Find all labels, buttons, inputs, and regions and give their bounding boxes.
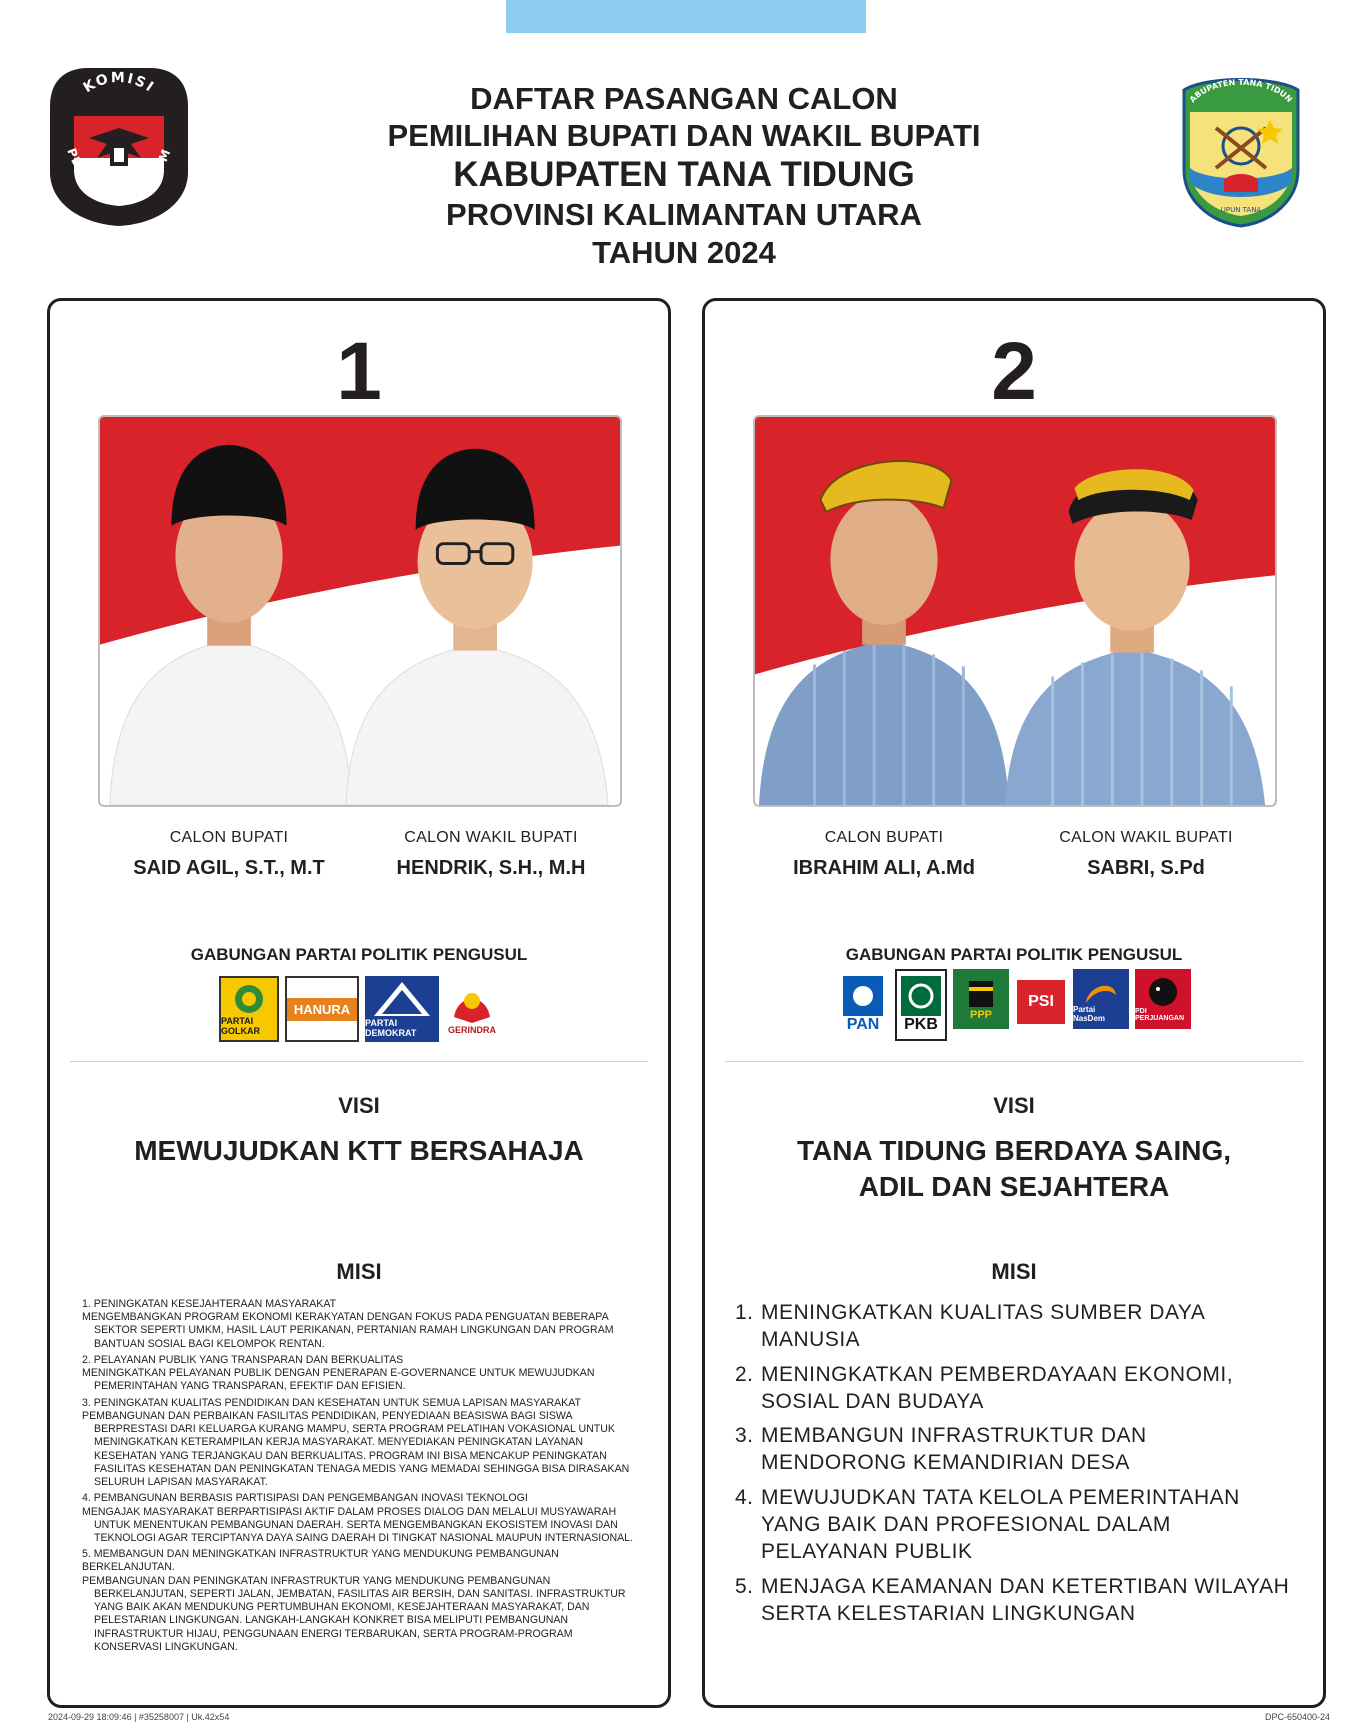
party-pkb-logo: PKB xyxy=(895,969,947,1041)
misi-item-title: 5. MEMBANGUN DAN MENINGKATKAN INFRASTRUKTUR YANG MENDUKUNG PEMBANGUNAN BERKELANJUTAN. xyxy=(82,1548,559,1574)
bupati-block xyxy=(753,829,1015,880)
misi-item: 4. MEWUJUDKAN TATA KELOLA PEMERINTAHAN YANG BAIK DAN PROFESIONAL DALAM PELAYANAN PUBLIK xyxy=(735,1485,1240,1564)
party-pan-logo: PAN xyxy=(837,969,889,1041)
bupati-role: CALON BUPATI xyxy=(824,829,944,846)
misi-item-title: 1. PENINGKATAN KESEJAHTERAAN MASYARAKAT xyxy=(82,1298,337,1310)
misi-item-desc: PEMBANGUNAN DAN PENINGKATAN INFRASTRUKTUR YANG MENDUKUNG PEMBANGUNAN BERKELANJUTAN, SEPERTI JALAN, JEMBATAN, FASILITAS AIR BERSIH, DAN SANITASI. INFRASTRUKTUR YANG BAIK AKAN MENDUKUNG PERTUMBUHAN EKONOMI, KESEJAHTERAAN MASYARAKAT, DAN PELESTARIAN LINGKUNGAN. LANGKAH-LANGKAH KONKRET BISA MELIPUTI PEMBANGUNAN INFRASTRUKTUR HIJAU, PENGGUNAAN ENERGI TERBARUKAN, SERTA PROGRAM-PROGRAM KONSERVASI LINGKUNGAN. xyxy=(82,1574,626,1653)
tana-tidung-logo xyxy=(1176,72,1306,230)
bupati-role: CALON BUPATI xyxy=(169,829,289,846)
section-divider xyxy=(725,1061,1303,1062)
visi-text-line: ADIL DAN SEJAHTERA xyxy=(858,1171,1170,1203)
party-nasdem-logo: Partai NasDem xyxy=(1073,969,1129,1029)
tana-tidung-logo-motto: UPUN TANA xyxy=(1220,206,1262,214)
party-psi-logo: PSI xyxy=(1015,969,1067,1035)
misi-heading: MISI xyxy=(336,1259,382,1284)
header-election: PEMILIHAN BUPATI DAN WAKIL BUPATI xyxy=(387,118,981,154)
document-code: DPC-650400-24 xyxy=(1264,1712,1330,1722)
wakil-bupati-name: SABRI, S.Pd xyxy=(1087,857,1205,879)
bupati-block xyxy=(98,829,360,880)
misi-item: 1. MENINGKATKAN KUALITAS SUMBER DAYA MANUSIA xyxy=(735,1301,1205,1352)
party-golkar-logo: PARTAI GOLKAR xyxy=(219,976,279,1042)
header-title: DAFTAR PASANGAN CALON xyxy=(470,81,898,116)
misi-item-desc: MENINGKATKAN PELAYANAN PUBLIK DENGAN PENERAPAN E-GOVERNANCE UNTUK MEWUJUDKAN PEMERINTAHAN YANG TRANSPARAN, EFEKTIF DAN EFISIEN. xyxy=(82,1367,595,1393)
candidate-panel-1 xyxy=(47,298,671,1708)
misi-item-desc: PEMBANGUNAN DAN PERBAIKAN FASILITAS PENDIDIKAN, PENYEDIAAN BEASISWA BAGI SISWA BERPRESTASI DARI KELUARGA KURANG MAMPU, SERTA PROGRAM PELATIHAN VOKASIONAL UNTUK MENINGKATKAN KETERAMPILAN KERJA MASYARAKAT. MENYEDIAKAN PENINGKATAN LAYANAN KESEHATAN YANG TERJANGKAU DAN BERKUALITAS. PROGRAM INI BISA MENCAKUP PENINGKATAN FASILITAS KESEHATAN DAN PENINGKATAN TENAGA MEDIS YANG MEMADAI SEHINGGA BISA DIRASAKAN SELURUH LAPISAN MASYARAKAT. xyxy=(82,1409,630,1489)
candidate-photo xyxy=(753,415,1277,807)
bupati-name: IBRAHIM ALI, A.Md xyxy=(793,857,975,879)
wakil-bupati-role: CALON WAKIL BUPATI xyxy=(404,829,578,846)
visi-text: MEWUJUDKAN KTT BERSAHAJA xyxy=(134,1135,584,1166)
wakil-bupati-block xyxy=(360,829,622,880)
candidate-panel-2 xyxy=(702,298,1326,1708)
misi-item: 5. MENJAGA KEAMANAN DAN KETERTIBAN WILAYAH SERTA KELESTARIAN LINGKUNGAN xyxy=(735,1574,1290,1625)
coalition-label: GABUNGAN PARTAI POLITIK PENGUSUL xyxy=(190,945,528,964)
party-ppp-logo: PPP xyxy=(953,969,1009,1029)
candidate-number: 1 xyxy=(336,326,382,417)
bupati-name: SAID AGIL, S.T., M.T xyxy=(133,857,325,879)
candidate-photo xyxy=(98,415,622,807)
wakil-bupati-role: CALON WAKIL BUPATI xyxy=(1059,829,1233,846)
party-logos xyxy=(705,969,1323,1041)
coalition-label: GABUNGAN PARTAI POLITIK PENGUSUL xyxy=(845,945,1183,964)
party-hanura-logo: HANURA xyxy=(285,976,359,1042)
top-accent-bar xyxy=(506,0,866,33)
visi-heading: VISI xyxy=(993,1093,1035,1118)
kpu-logo-top-text: KOMISI xyxy=(80,70,158,97)
misi-item-desc: MENGEMBANGKAN PROGRAM EKONOMI KERAKYATAN DENGAN FOKUS PADA PENGUATAN BEBERAPA SEKTOR SEPERTI UMKM, HASIL LAUT PERIKANAN, PERTANIAN RAMAH LINGKUNGAN DAN PROGRAM BANTUAN SOSIAL BAGI KELOMPOK RENTAN. xyxy=(82,1311,614,1350)
print-info: 2024-09-29 18:09:46 | #35258007 | Uk.42x54 xyxy=(48,1712,230,1722)
wakil-bupati-block xyxy=(1015,829,1277,880)
page-header xyxy=(300,80,1068,271)
section-divider xyxy=(70,1061,648,1062)
party-gerindra-logo: GERINDRA xyxy=(445,976,499,1042)
misi-item-title: 4. PEMBANGUNAN BERBASIS PARTISIPASI DAN PENGEMBANGAN INOVASI TEKNOLOGI xyxy=(82,1492,528,1505)
party-logos xyxy=(50,976,668,1042)
kpu-logo xyxy=(44,62,194,230)
misi-item-title: 2. PELAYANAN PUBLIK YANG TRANSPARAN DAN BERKUALITAS xyxy=(82,1353,404,1366)
misi-list xyxy=(735,1299,1295,1634)
header-province: PROVINSI KALIMANTAN UTARA xyxy=(446,197,922,233)
party-pdip-logo: PDI PERJUANGAN xyxy=(1135,969,1191,1029)
misi-heading: MISI xyxy=(991,1259,1037,1284)
misi-item: 3. MEMBANGUN INFRASTRUKTUR DAN MENDORONG KEMANDIRIAN DESA xyxy=(735,1424,1147,1475)
wakil-bupati-name: HENDRIK, S.H., M.H xyxy=(396,857,586,879)
visi-heading: VISI xyxy=(338,1093,380,1118)
party-demokrat-logo: PARTAI DEMOKRAT xyxy=(365,976,439,1042)
kpu-logo-bottom-text: PEMILIHAN UMUM xyxy=(64,146,174,196)
visi-text xyxy=(725,1133,1303,1206)
tana-tidung-logo-top-text: ABUPATEN TANA TIDUN xyxy=(1187,77,1294,105)
misi-item-title: 3. PENINGKATAN KUALITAS PENDIDIKAN DAN KESEHATAN UNTUK SEMUA LAPISAN MASYARAKAT xyxy=(82,1396,581,1409)
candidate-number: 2 xyxy=(991,326,1037,417)
header-year: TAHUN 2024 xyxy=(592,234,776,270)
header-regency: KABUPATEN TANA TIDUNG xyxy=(453,155,915,195)
visi-text-line: TANA TIDUNG BERDAYA SAING, xyxy=(796,1135,1232,1166)
misi-item-desc: MENGAJAK MASYARAKAT BERPARTISIPASI AKTIF DALAM PROSES DIALOG DAN MELALUI MUSYAWARAH UNTUK MENENTUKAN PEMBANGUNAN DAERAH. SERTA MENGEMBANGKAN EKOSISTEM INOVASI DAN TEKNOLOGI AGAR TERCIPTANYA DAYA SAING DAERAH DI TINGKAT NASIONAL MAUPUN INTERNASIONAL. xyxy=(82,1505,634,1544)
misi-item: 2. MENINGKATKAN PEMBERDAYAAN EKONOMI, SOSIAL DAN BUDAYA xyxy=(735,1362,1234,1413)
misi-list xyxy=(82,1296,642,1657)
